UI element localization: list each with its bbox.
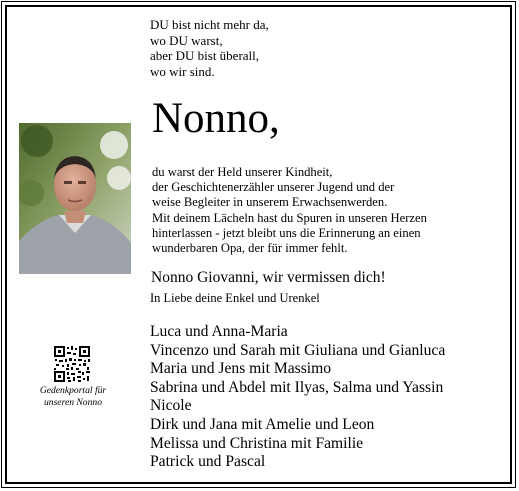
family-name-line: Nicole xyxy=(150,397,192,415)
qr-caption-line: Gedenkportal für xyxy=(39,385,107,396)
family-name-line: Luca und Anna-Maria xyxy=(150,323,288,340)
missing-you-line: Nonno Giovanni, wir vermissen dich! xyxy=(151,269,386,286)
qr-caption xyxy=(28,385,118,408)
family-name-line: Sabrina und Abdel mit Ilyas, Salma und Yassin xyxy=(150,378,444,396)
family-name-line: Patrick und Pascal xyxy=(150,453,266,471)
deceased-name-heading: Nonno, xyxy=(152,95,280,142)
tribute-text: du warst der Held unserer Kindheit, der Geschichtenerzähler unserer Jugend und der weise Begleiter in unserem Erwachsenwerden. Mit deinem Lächeln hast du Spuren in unseren Herzen hinterlassen - jetzt bleibt uns die Erinnerung an einen wunderbaren Opa, der für immer fehlt. xyxy=(152,165,427,256)
signed-with-love-line: In Liebe deine Enkel und Urenkel xyxy=(150,291,320,305)
qr-code-icon[interactable] xyxy=(53,345,91,383)
opening-poem: DU bist nicht mehr da, wo DU warst, aber DU bist überall, wo wir sind. xyxy=(150,17,269,79)
qr-caption-line: unseren Nonno xyxy=(43,396,102,408)
family-names-list xyxy=(150,323,445,472)
family-name-line: Maria und Jens mit Massimo xyxy=(150,360,332,378)
family-name-line: Dirk und Jana mit Amelie und Leon xyxy=(150,415,375,433)
portrait-photo xyxy=(19,123,131,274)
family-name-line: Vincenzo und Sarah mit Giuliana und Gianluca xyxy=(150,341,446,359)
family-name-line: Melissa und Christina mit Familie xyxy=(150,434,364,452)
